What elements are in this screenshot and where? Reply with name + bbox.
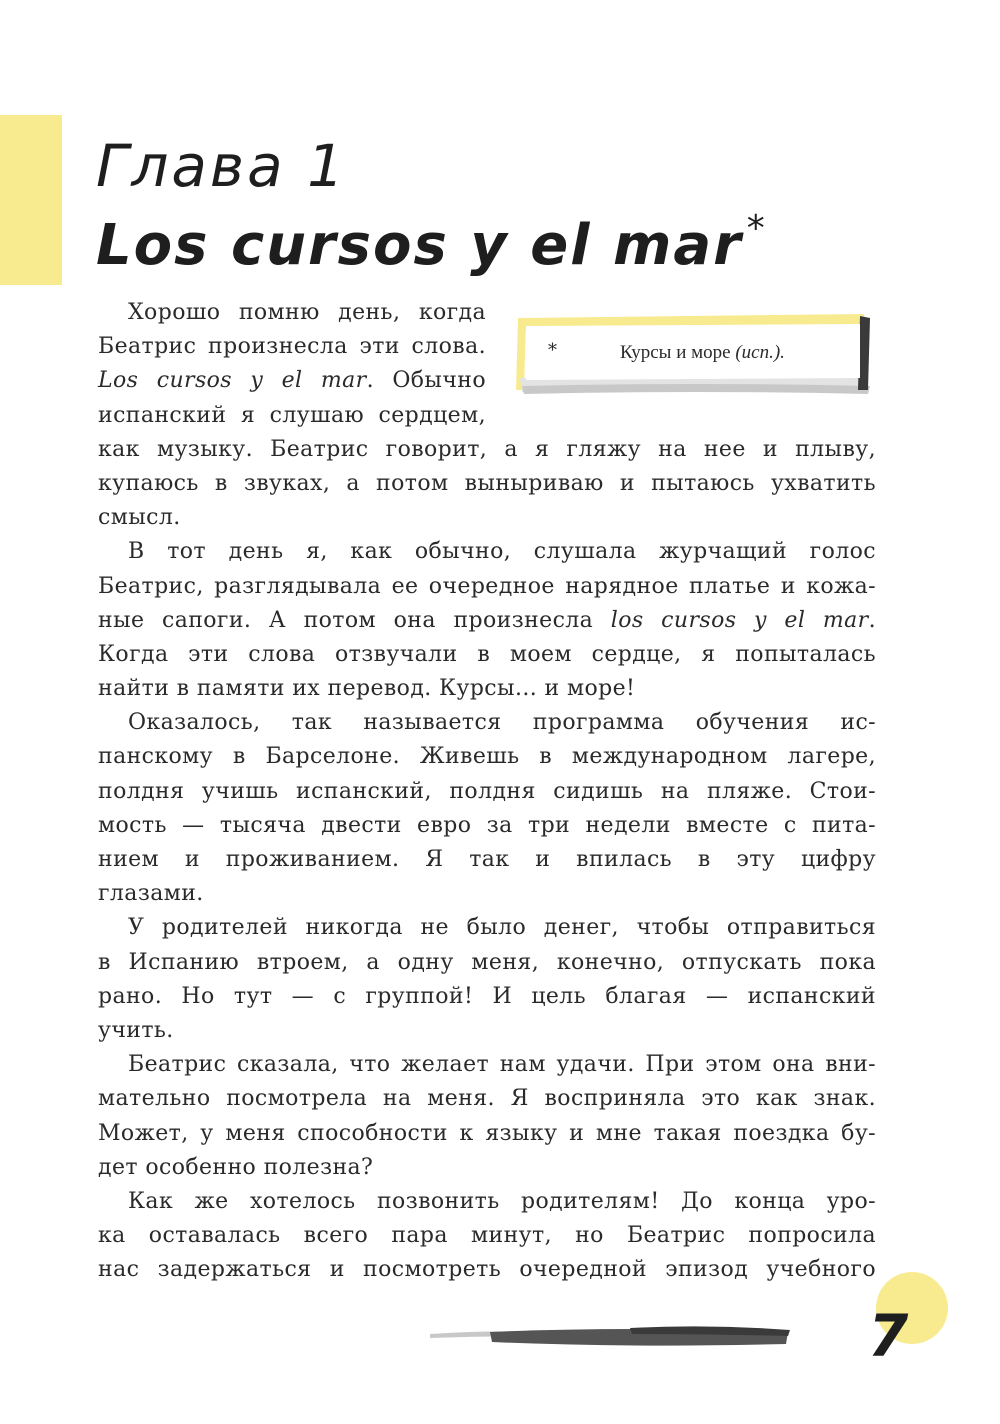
text-line — [98, 330, 486, 364]
chapter-number: Глава 1 — [96, 132, 347, 200]
text-line — [98, 501, 876, 535]
page-number: 7 — [868, 1302, 909, 1370]
text-line — [98, 535, 876, 569]
text-segment: Может, у меня способности к языку и мне такая поездка бу- — [98, 1120, 876, 1146]
text-line — [98, 1117, 876, 1151]
text-segment: в Испанию втроем, а одну меня, конечно, отпускать пока — [98, 949, 876, 975]
text-line — [98, 672, 876, 706]
text-segment: полдня учишь испанский, полдня сидишь на пляже. Стои- — [98, 778, 876, 804]
text-line — [98, 399, 486, 433]
text-line — [98, 570, 876, 604]
text-line — [98, 1082, 876, 1116]
text-segment: У родителей никогда не было денег, чтобы отправиться — [128, 915, 876, 941]
text-line — [98, 980, 876, 1014]
text-segment: . Обычно — [366, 368, 486, 394]
text-segment: мость — тысяча двести евро за три недели вместе с пита- — [98, 812, 876, 838]
text-segment: глазами. — [98, 881, 204, 907]
text-line — [98, 364, 486, 398]
text-segment: Когда эти слова отзвучали в моем сердце, я попыталась — [98, 641, 876, 667]
text-segment: нием и проживанием. Я так и впилась в эту цифру — [98, 847, 876, 872]
bottom-brush-stroke — [430, 1322, 790, 1352]
text-line — [98, 911, 876, 945]
text-line — [98, 740, 876, 774]
chapter-title-text: Los cursos y el mar — [96, 213, 743, 278]
text-segment: Беатрис произнесла эти слова. — [98, 334, 486, 360]
text-line — [98, 604, 876, 638]
text-line — [98, 1048, 876, 1082]
text-line — [98, 1185, 876, 1219]
text-line — [98, 775, 876, 809]
text-line — [98, 877, 876, 911]
text-segment: панскому в Барселоне. Живешь в международном лагере, — [98, 744, 876, 770]
italic-phrase: Los cursos y el mar — [98, 368, 367, 394]
text-segment: Как же хотелось позвонить родителям! До конца уро- — [128, 1188, 876, 1214]
text-line — [98, 467, 876, 501]
text-segment: ка оставалась всего пара минут, но Беатрис попросила — [98, 1223, 876, 1249]
text-segment: учить. — [98, 1017, 174, 1043]
text-line — [98, 1219, 876, 1253]
footnote-mark: * — [548, 340, 557, 361]
text-segment: Хорошо помню день, когда — [128, 300, 486, 325]
text-segment: Беатрис, разглядывала ее очередное нарядное платье и кожа- — [98, 573, 876, 599]
text-segment: Беатрис сказала, что желает нам удачи. При этом она вни- — [128, 1052, 876, 1078]
text-segment: испанский я слушаю сердцем, — [98, 402, 486, 428]
text-segment: купаюсь в звуках, а потом выныриваю и пытаюсь ухватить — [98, 470, 876, 496]
footnote-translation: Курсы и море — [620, 342, 731, 363]
text-line — [98, 433, 876, 467]
text-segment: нас задержаться и посмотреть очередной эпизод учебного — [98, 1257, 876, 1283]
text-line — [98, 843, 876, 877]
text-segment: как музыку. Беатрис говорит, а я гляжу на нее и плыву, — [98, 436, 876, 462]
text-line — [98, 946, 876, 980]
text-line — [98, 638, 876, 672]
footnote-note: (исп.). — [735, 342, 785, 363]
text-line — [98, 1014, 876, 1048]
text-segment: Оказалось, так называется программа обучения ис- — [128, 710, 876, 736]
text-line — [98, 706, 876, 740]
text-segment: В тот день я, как обычно, слушала журчащий голос — [128, 539, 876, 565]
text-line — [98, 296, 486, 330]
text-segment: дет особенно полезна? — [98, 1154, 374, 1180]
body-text — [98, 296, 876, 1287]
text-line — [98, 809, 876, 843]
text-segment: найти в памяти их перевод. Курсы... и море! — [98, 676, 636, 702]
chapter-yellow-tab — [0, 115, 62, 285]
text-line — [98, 1151, 876, 1185]
chapter-title-mark: * — [746, 208, 767, 249]
text-segment: рано. Но тут — с группой! И цель благая — испанский — [98, 983, 876, 1009]
text-segment: . — [868, 607, 876, 633]
text-segment: ные сапоги. А потом она произнесла — [98, 607, 611, 633]
text-segment: смысл. — [98, 505, 181, 531]
italic-phrase: los cursos y el mar — [610, 607, 869, 633]
chapter-title — [96, 208, 767, 278]
text-segment: мательно посмотрела на меня. Я восприняла это как знак. — [98, 1086, 876, 1112]
text-line — [98, 1253, 876, 1287]
